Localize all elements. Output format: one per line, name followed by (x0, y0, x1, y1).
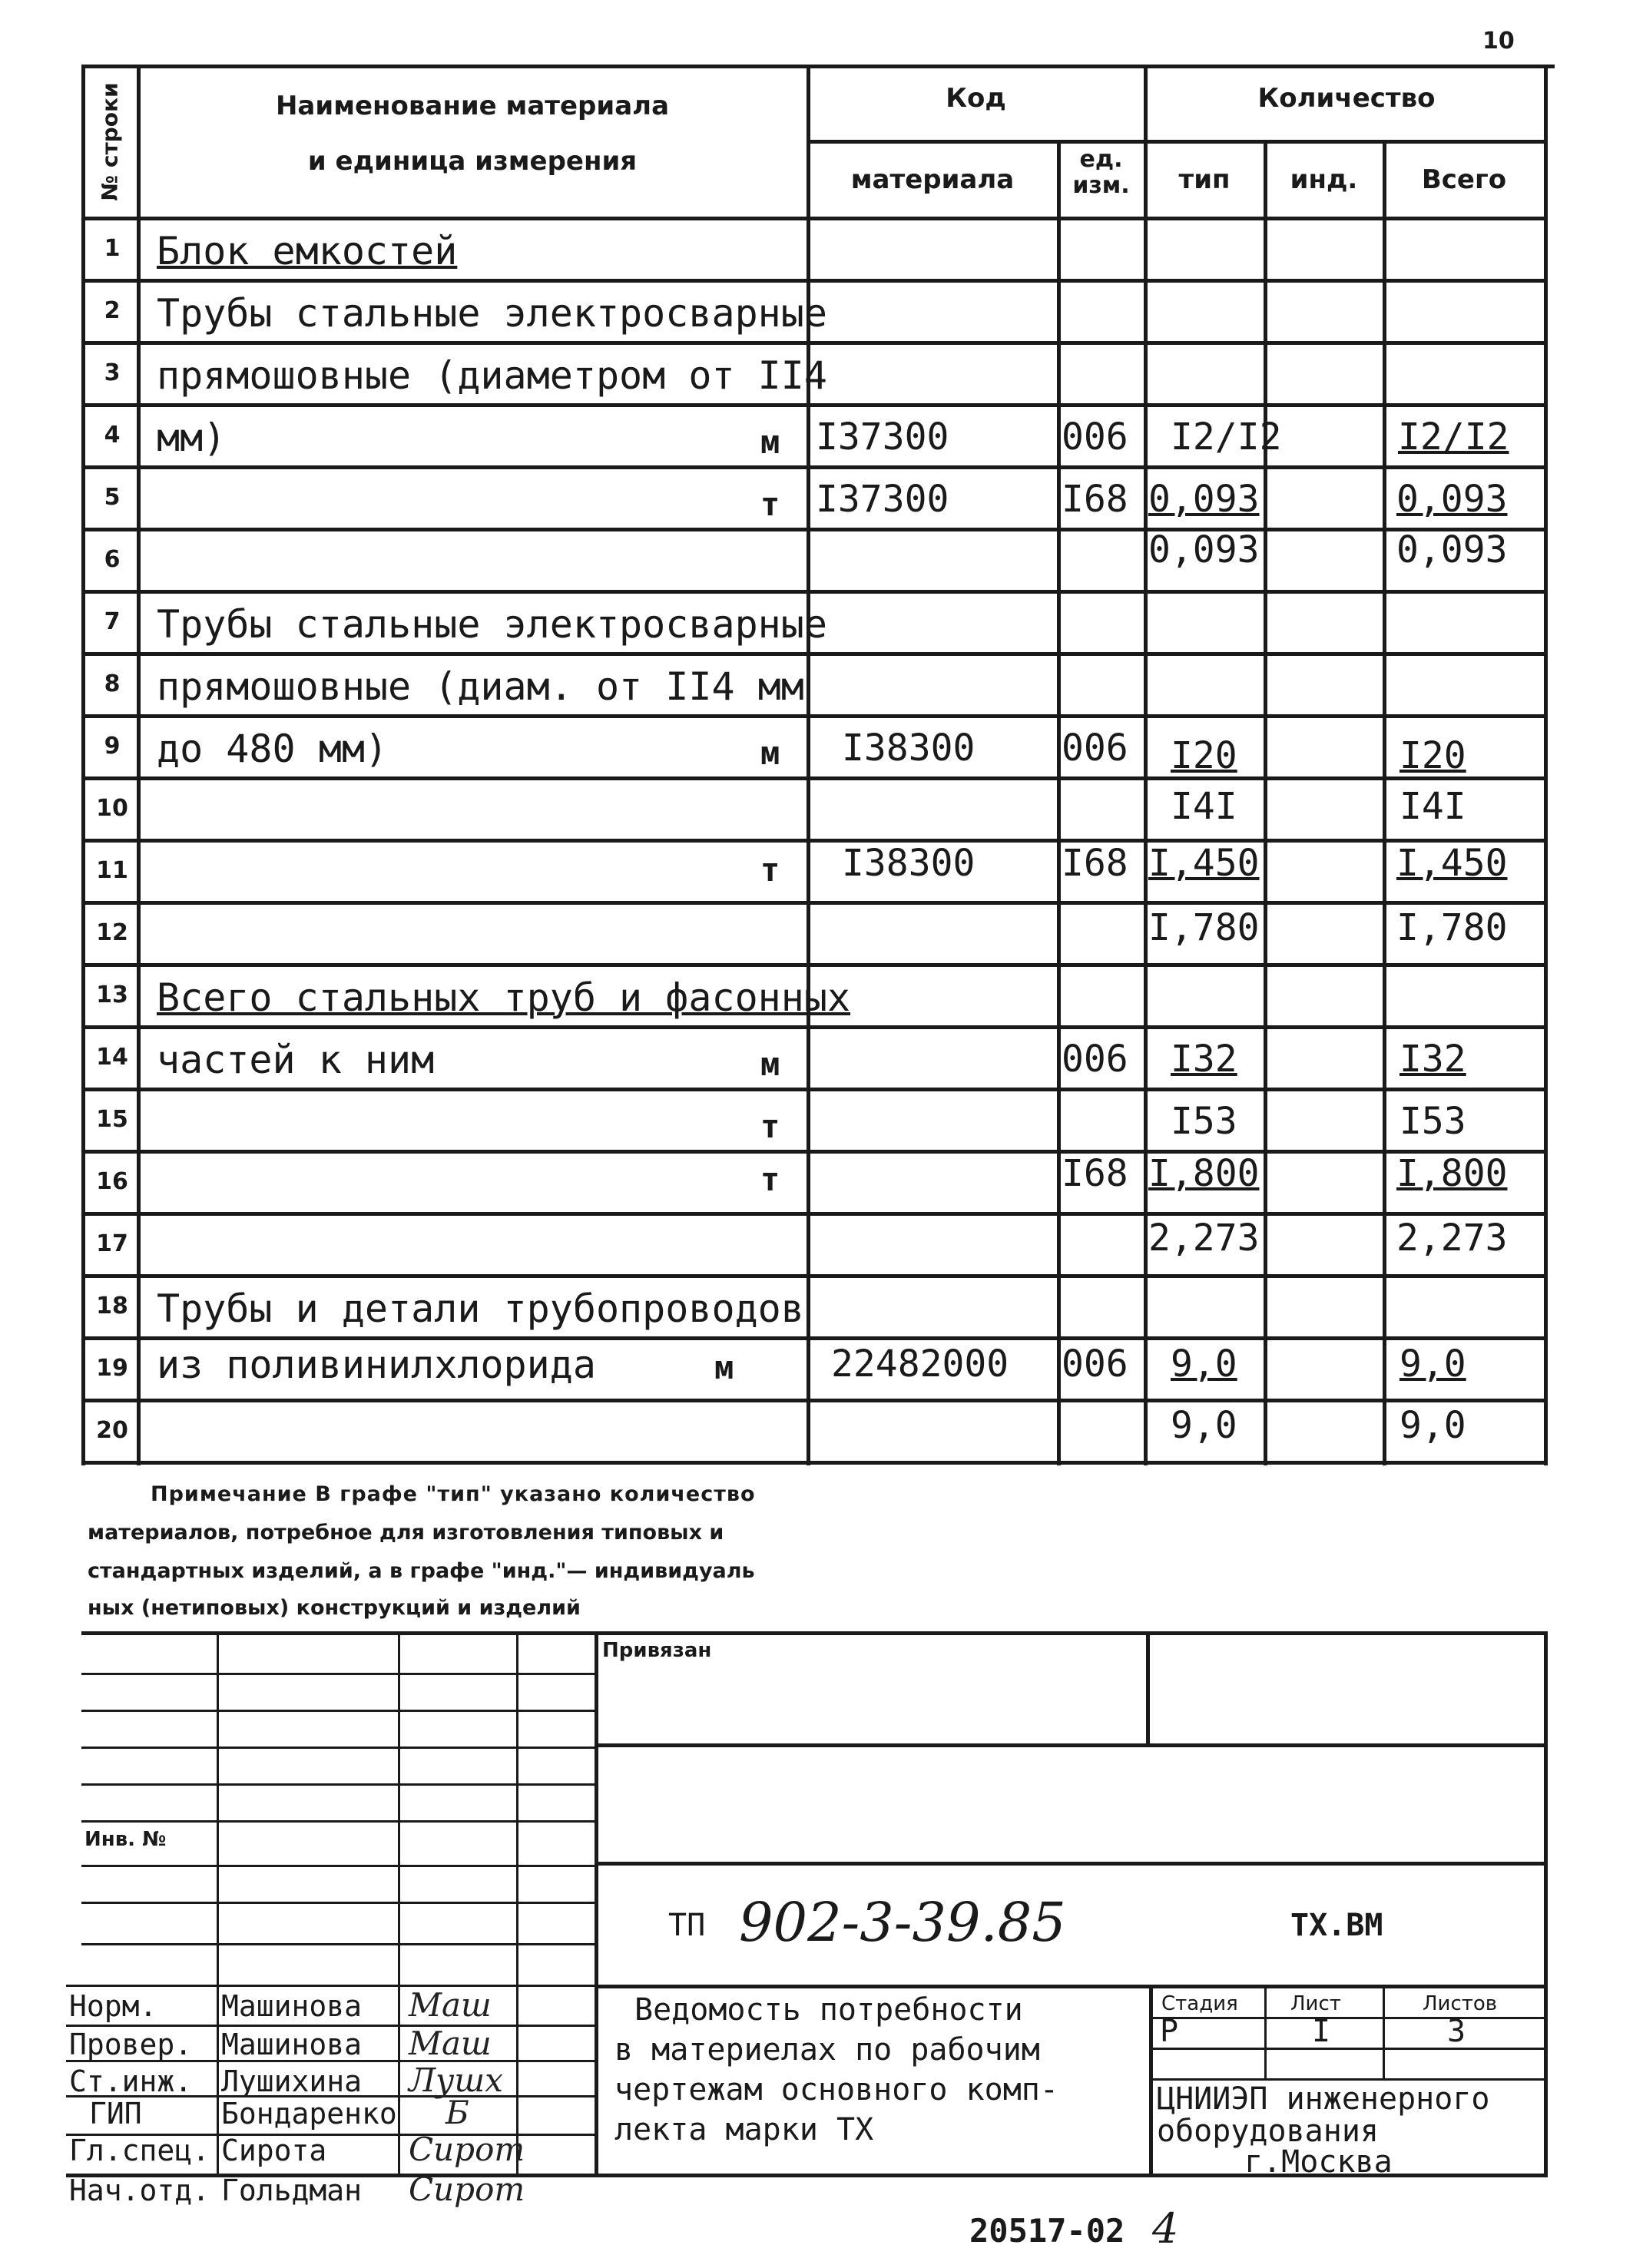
row-name: Трубы стальные электросварные (157, 602, 827, 647)
row-number: 4 (104, 422, 121, 449)
archive-number: 20517-02 (969, 2212, 1125, 2250)
qty-type: 9,0 (1171, 1404, 1237, 1447)
signature: Маш (409, 1986, 492, 2024)
unit-code: 006 (1062, 416, 1128, 459)
note-line4: ных (нетиповых) конструкций и изделий (88, 1596, 581, 1620)
row-number: 16 (96, 1168, 128, 1195)
person-name: Машинова (221, 1989, 363, 2023)
table-border-right (1544, 65, 1548, 1465)
sheets-label: Листов (1423, 1992, 1498, 2015)
signature: Сирот (409, 2131, 525, 2168)
row-unit: т (760, 1108, 780, 1145)
unit-code: 006 (1062, 1038, 1128, 1081)
unit-code: I68 (1062, 1152, 1128, 1195)
qty-total: I53 (1399, 1100, 1466, 1143)
row-name: частей к ним (157, 1038, 435, 1082)
row-unit: м (760, 423, 780, 461)
qty-total: 9,0 (1399, 1343, 1466, 1386)
doc-code: ТХ.ВМ (1290, 1908, 1383, 1943)
qty-total: 9,0 (1399, 1404, 1466, 1447)
row-number: 2 (104, 297, 121, 324)
qty-total: I20 (1399, 734, 1466, 777)
qty-total: I,450 (1396, 842, 1508, 885)
qty-total: I,800 (1396, 1152, 1508, 1195)
table-border-top (81, 65, 1555, 68)
doc-number: 902-3-39.85 (739, 1891, 1066, 1954)
row-number: 20 (96, 1417, 128, 1444)
total-header: Всего (1421, 164, 1507, 195)
row-name: Всего стальных труб и фасонных (157, 975, 851, 1020)
role-label: Гл.спец. (69, 2134, 210, 2167)
qty-type: I20 (1171, 734, 1237, 777)
org-line2: оборудования (1157, 2114, 1379, 2149)
qty-type: I4I (1171, 785, 1237, 828)
row-number: 12 (96, 919, 128, 946)
sheet-label: Лист (1290, 1992, 1341, 2015)
role-label: Ст.инж. (69, 2064, 193, 2098)
row-name: прямошовные (диам. от II4 мм (157, 664, 804, 709)
unit-code-header-line2: изм. (1072, 172, 1130, 199)
qty-type: I,800 (1148, 1152, 1260, 1195)
qty-type: I53 (1171, 1100, 1237, 1143)
title-line2: в материелах по рабочим (614, 2032, 1040, 2068)
role-label: Нач.отд. (69, 2174, 210, 2207)
name-header-line1: Наименование материала (275, 91, 670, 121)
quantity-header: Количество (1257, 83, 1436, 114)
qty-total: 0,093 (1396, 528, 1508, 571)
role-label: Норм. (69, 1989, 157, 2023)
material-code: I37300 (816, 416, 949, 459)
unit-code: I68 (1062, 478, 1128, 521)
material-code: 22482000 (831, 1343, 1009, 1386)
row-number: 11 (96, 857, 128, 884)
material-code: I37300 (816, 478, 949, 521)
row-number: 1 (104, 235, 121, 262)
row-number: 5 (104, 484, 121, 511)
page-number: 4 (1152, 2204, 1179, 2253)
row-number-header: № строки (97, 82, 123, 201)
unit-code-header-line1: ед. (1079, 146, 1123, 173)
row-number: 9 (104, 733, 121, 760)
row-number: 7 (104, 608, 121, 635)
row-number: 17 (96, 1230, 128, 1257)
note-line3: стандартных изделий, а в графе "инд."— индивидуаль (88, 1559, 755, 1583)
doc-number-prefix: ТП (668, 1908, 706, 1943)
row-name: Блок емкостей (157, 229, 458, 273)
person-name: Сирота (221, 2134, 327, 2167)
row-unit: м (714, 1349, 734, 1386)
corner-mark: 10 (1482, 28, 1515, 55)
row-number: 10 (96, 795, 128, 822)
title-line4: лекта марки ТХ (614, 2112, 874, 2147)
qty-total: I,780 (1396, 906, 1508, 949)
name-header-line2: и единица измерения (307, 146, 638, 177)
signature: Б (446, 2094, 469, 2131)
stage-value: Р (1160, 2014, 1179, 2049)
signature: Лушх (409, 2061, 503, 2099)
qty-total: 2,273 (1396, 1217, 1508, 1260)
signature: Маш (409, 2025, 492, 2062)
person-name: Лушихина (221, 2064, 363, 2098)
row-number: 19 (96, 1355, 128, 1382)
row-unit: м (760, 1045, 780, 1083)
ind-header: инд. (1290, 164, 1358, 195)
qty-type: 9,0 (1171, 1343, 1237, 1386)
type-header: тип (1178, 164, 1231, 195)
material-code-header: материала (850, 164, 1015, 195)
row-name: до 480 мм) (157, 727, 389, 771)
qty-type: I,780 (1148, 906, 1260, 949)
row-number: 14 (96, 1044, 128, 1071)
row-unit: т (760, 485, 780, 523)
qty-type: I2/I2 (1171, 416, 1282, 459)
qty-type: 0,093 (1148, 478, 1260, 521)
qty-type: 2,273 (1148, 1217, 1260, 1260)
row-unit: м (760, 734, 780, 772)
qty-total: I32 (1399, 1038, 1466, 1081)
row-number: 15 (96, 1106, 128, 1133)
row-name: мм) (157, 416, 227, 460)
inventory-label: Инв. № (84, 1828, 167, 1851)
table-border-left (81, 65, 85, 1465)
qty-total: 0,093 (1396, 478, 1508, 521)
person-name: Бондаренко (221, 2097, 397, 2131)
unit-code: I68 (1062, 842, 1128, 885)
row-number: 18 (96, 1293, 128, 1319)
role-label: Провер. (69, 2028, 193, 2061)
qty-total: I4I (1399, 785, 1466, 828)
qty-type: I,450 (1148, 842, 1260, 885)
row-number: 3 (104, 359, 121, 386)
title-line1: Ведомость потребности (634, 1992, 1023, 2028)
unit-code: 006 (1062, 727, 1128, 770)
row-number: 8 (104, 670, 121, 697)
note-line1: Примечание В графе "тип" указано количество (151, 1482, 756, 1506)
row-unit: т (760, 851, 780, 889)
row-number: 13 (96, 982, 128, 1008)
signature: Сирот (409, 2170, 525, 2208)
code-header: Код (946, 83, 1006, 114)
stage-label: Стадия (1161, 1992, 1238, 2015)
note-line2: материалов, потребное для изготовления типовых и (88, 1521, 724, 1545)
qty-total: I2/I2 (1398, 416, 1509, 459)
qty-type: 0,093 (1148, 528, 1260, 571)
role-label: ГИП (89, 2097, 142, 2131)
qty-type: I32 (1171, 1038, 1237, 1081)
title-line3: чертежам основного комп- (614, 2072, 1058, 2107)
org-line3: г.Москва (1244, 2144, 1393, 2180)
org-line1: ЦНИИЭП инженерного (1157, 2081, 1490, 2117)
sheet-value: I (1312, 2014, 1331, 2049)
row-name: Трубы и детали трубопроводов (157, 1286, 804, 1331)
row-name: Трубы стальные электросварные (157, 291, 827, 336)
row-name: из поливинилхлорида (157, 1343, 596, 1387)
row-unit: т (760, 1160, 780, 1198)
material-code: I38300 (842, 727, 975, 770)
person-name: Гольдман (221, 2174, 363, 2207)
row-number: 6 (104, 546, 121, 573)
unit-code: 006 (1062, 1343, 1128, 1386)
row-name: прямошовные (диаметром от II4 (157, 353, 827, 398)
privyazan-label: Привязан (602, 1639, 712, 1662)
person-name: Машинова (221, 2028, 363, 2061)
sheets-value: 3 (1447, 2014, 1466, 2049)
material-code: I38300 (842, 842, 975, 885)
